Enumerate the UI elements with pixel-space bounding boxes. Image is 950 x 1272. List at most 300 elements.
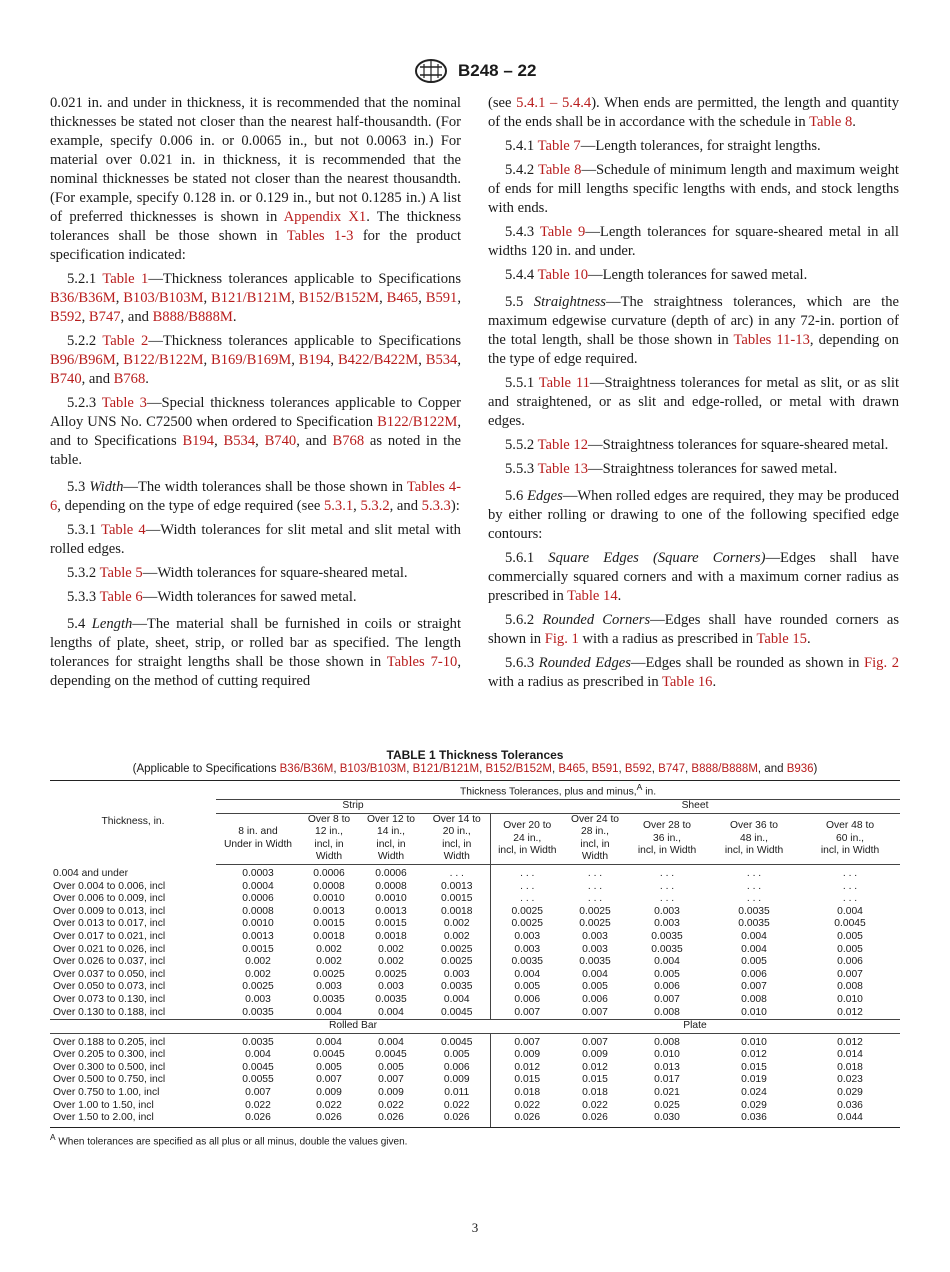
table-cell: 0.002 — [316, 956, 342, 968]
heading-rounded-edges: Rounded Edges — [538, 655, 631, 671]
table-cell: 0.0035 — [375, 993, 407, 1005]
table-cell: 0.004 — [654, 956, 680, 968]
standard-designation: B248 – 22 — [458, 61, 537, 80]
table-cell: 0.0035 — [242, 1036, 274, 1048]
table-cell: 0.019 — [741, 1074, 767, 1086]
row-label: Over 0.050 to 0.073, incl — [53, 981, 166, 993]
link-table-4[interactable]: Table 4 — [101, 522, 146, 538]
table-cell: 0.022 — [582, 1099, 608, 1111]
table-cell: 0.0035 — [313, 993, 345, 1005]
heading-length: Length — [91, 616, 133, 632]
table-cell: 0.007 — [654, 993, 680, 1005]
table-cell: 0.0010 — [375, 893, 407, 905]
table-cell: 0.0018 — [313, 930, 345, 942]
row-label: Over 0.006 to 0.009, incl — [53, 893, 166, 905]
table-cell: 0.003 — [378, 981, 404, 993]
table-cell: 0.012 — [741, 1049, 767, 1061]
table-cell: 0.002 — [316, 943, 342, 955]
table-cell: 0.012 — [490, 1062, 564, 1075]
table-cell: 0.0035 — [579, 956, 611, 968]
table-cell: 0.0008 — [313, 880, 345, 892]
table-cell: 0.0013 — [441, 880, 473, 892]
paragraph-5-5-2: 5.5.2 Table 12—Straightness tolerances for square-sheared metal. — [505, 437, 889, 453]
row-label: Over 0.300 to 0.500, incl — [53, 1061, 166, 1073]
table-cell: 0.022 — [378, 1099, 404, 1111]
table-cell: 0.036 — [837, 1099, 863, 1111]
link-b592-t[interactable]: B592 — [624, 763, 652, 775]
link-table-15[interactable]: Table 15 — [756, 631, 807, 647]
table-cell: . . . — [659, 867, 675, 879]
paragraph-thickness-cont: 0.021 in. and under in thickness, it is recommended that the nominal thicknesses be stated not closer than the nearest half-thousandth. (For example, specify 0.006 in. or 0.0065 in., but not 0.0063 in.) For material over 0.021 in. in thickness, it is recommended that the nominal thicknesses be stated not closer than the nearest thousandth. (For example, specify 0.128 in. or 0.129 in., but not 0.1285 in.) A list of preferred thicknesses is shown in Appendix X1. The thickness tolerances shall be those shown in Tables 1-3 for the product specification indicated: — [50, 95, 462, 263]
table-cell: 0.021 — [654, 1087, 680, 1099]
paragraph-5-2-1: 5.2.1 Table 1—Thickness tolerances applicable to Specifications B36/B36M, B103/B103M, B121/B121M, B152/B152M, B465, B591, B592, B747, and B888/B888M. — [50, 271, 462, 325]
link-b768[interactable]: B768 — [113, 371, 146, 387]
link-b591[interactable]: B591 — [425, 290, 458, 306]
row-label: Over 0.750 to 1.00, incl — [53, 1087, 160, 1099]
table-row — [50, 969, 900, 982]
link-b96[interactable]: B96/B96M — [50, 352, 116, 368]
row-label: Over 1.00 to 1.50, incl — [53, 1099, 154, 1111]
table-cell: 0.024 — [741, 1087, 767, 1099]
table-cell: 0.004 — [582, 968, 608, 980]
link-5-3-1[interactable]: 5.3.1 — [323, 498, 354, 514]
table-cell: . . . — [659, 880, 675, 892]
paragraph-5-3: 5.3 Width—The width tolerances shall be those shown in Tables 4-6, depending on the type of edge required (see 5.3.1, 5.3.2, and 5.3.3): — [50, 479, 462, 514]
table-cell: 0.004 — [316, 1036, 342, 1048]
table-cell: 0.0015 — [313, 918, 345, 930]
row-label: Over 0.021 to 0.026, incl — [53, 943, 166, 955]
table-cell: 0.007 — [490, 1007, 564, 1020]
link-table-1[interactable]: Table 1 — [102, 271, 149, 287]
table-cell: 0.004 — [741, 943, 767, 955]
table-cell: 0.005 — [837, 943, 863, 955]
table-cell: 0.012 — [582, 1061, 608, 1073]
row-label: Over 0.017 to 0.021, incl — [53, 930, 166, 942]
table-row — [50, 1007, 900, 1020]
group-header-sheet: Sheet — [490, 800, 900, 814]
table-cell: 0.0025 — [313, 968, 345, 980]
page-number: 3 — [471, 1220, 479, 1235]
table-cell: 0.0015 — [375, 918, 407, 930]
table-cell: 0.003 — [582, 943, 608, 955]
table-footnote: $^A$ When tolerances are specified as all plus or all minus, double the values given. — [50, 1131, 408, 1148]
table-cell: 0.003 — [490, 944, 564, 957]
column-header-6: Over 24 to 28 in., incl, in Width — [564, 813, 626, 864]
table-cell: 0.007 — [582, 1036, 608, 1048]
link-appendix-x1[interactable]: Appendix X1 — [283, 209, 367, 225]
paragraph-5-3-1: 5.3.1 Table 4—Width tolerances for slit metal and slit metal with rolled edges. — [50, 522, 461, 557]
table-cell: 0.011 — [444, 1087, 470, 1099]
link-b740[interactable]: B740 — [50, 371, 82, 387]
link-b169[interactable]: B169/B169M — [211, 352, 292, 368]
table-cell: 0.025 — [654, 1099, 680, 1111]
table-cell: 0.005 — [837, 930, 863, 942]
table-cell: 0.009 — [443, 1074, 470, 1086]
table-cell: 0.003 — [490, 931, 564, 944]
table-cell: 0.014 — [837, 1049, 863, 1061]
table-cell: 0.006 — [443, 1061, 470, 1073]
heading-straightness: Straightness — [533, 294, 606, 310]
table-cell: 0.0006 — [313, 867, 345, 879]
link-table-10[interactable]: Table 10 — [537, 267, 589, 283]
table-row — [50, 944, 900, 957]
table-cell: . . . — [587, 867, 603, 879]
table-cell: 0.0018 — [375, 930, 407, 942]
paragraph-5-6: 5.6 Edges—When rolled edges are required, they may be produced by either rolling or drawing to one of the following specified edge contours: — [488, 488, 900, 542]
table-cell: 0.002 — [443, 930, 470, 942]
table-cell: 0.0015 — [441, 893, 473, 905]
paragraph-5-6-3: 5.6.3 Rounded Edges—Edges shall be rounded as shown in Fig. 2 with a radius as prescribed in Table 16. — [488, 655, 899, 690]
table-cell: . . . — [490, 893, 564, 906]
paragraph-5-4-3: 5.4.3 Table 9—Length tolerances for square-sheared metal in all widths 120 in. and under. — [488, 224, 899, 259]
link-b465[interactable]: B465 — [386, 290, 419, 306]
table-row — [50, 994, 900, 1007]
paragraph-5-4-cont: (see 5.4.1 – 5.4.4). When ends are permitted, the length and quantity of the ends shall be in accordance with the schedule in Table 8. — [488, 95, 899, 130]
table-cell: . . . — [746, 867, 762, 879]
heading-square-edges: Square Edges (Square Corners) — [548, 550, 766, 566]
column-header-tolerances: Thickness Tolerances, plus and minus,$^A$ in. — [216, 781, 900, 800]
link-fig-2[interactable]: Fig. 2 — [864, 655, 899, 671]
link-table-7[interactable]: Table 7 — [537, 138, 581, 154]
table-cell: 0.007 — [245, 1087, 271, 1099]
paragraph-5-3-2: 5.3.2 Table 5—Width tolerances for square-sheared metal. — [67, 565, 408, 581]
link-b888-t[interactable]: B888/B888M — [691, 763, 758, 775]
table-cell: 0.0013 — [242, 930, 274, 942]
link-5-4-1-to-5-4-4[interactable]: 5.4.1 – 5.4.4 — [516, 95, 592, 111]
table-cell: 0.004 — [490, 969, 564, 982]
link-b936-t[interactable]: B936 — [786, 763, 814, 775]
table-cell: 0.0015 — [242, 943, 274, 955]
paragraph-5-5-1: 5.5.1 Table 11—Straightness tolerances for metal as slit, or as slit and straightened, or as slit and edge-rolled, or metal with drawn edges. — [488, 375, 900, 429]
table-cell: 0.005 — [582, 981, 608, 993]
link-tables-11-13[interactable]: Tables 11-13 — [733, 332, 810, 348]
table-cell: 0.005 — [378, 1061, 404, 1073]
table-cell: 0.007 — [490, 1033, 564, 1049]
row-label: Over 0.130 to 0.188, incl — [53, 1006, 166, 1018]
table-cell: 0.007 — [582, 1006, 608, 1018]
link-table-9[interactable]: Table 9 — [539, 224, 586, 240]
table-cell: . . . — [746, 880, 762, 892]
table-cell: 0.0025 — [441, 943, 473, 955]
table-cell: 0.006 — [741, 968, 767, 980]
link-b122-b[interactable]: B122/B122M — [377, 414, 458, 430]
table-cell: 0.009 — [582, 1049, 608, 1061]
link-b591-t[interactable]: B591 — [591, 763, 619, 775]
table-cell: 0.0010 — [313, 893, 345, 905]
link-b465-t[interactable]: B465 — [558, 763, 586, 775]
link-table-14[interactable]: Table 14 — [567, 588, 618, 604]
table-row — [50, 1112, 900, 1127]
table-cell: 0.005 — [741, 956, 767, 968]
table-cell: 0.007 — [316, 1074, 342, 1086]
link-b747-t[interactable]: B747 — [658, 763, 686, 775]
table-cell: 0.0055 — [242, 1074, 274, 1086]
table-cell: 0.026 — [216, 1112, 300, 1127]
paragraph-5-4-1: 5.4.1 Table 7—Length tolerances, for straight lengths. — [505, 138, 821, 154]
table-cell: . . . — [659, 893, 675, 905]
table-row — [50, 881, 900, 894]
link-b36-t[interactable]: B36/B36M — [279, 763, 334, 775]
table-cell: 0.0018 — [441, 905, 473, 917]
table-cell: . . . — [587, 893, 603, 905]
link-b888[interactable]: B888/B888M — [152, 309, 233, 325]
table-cell: 0.029 — [837, 1087, 863, 1099]
link-b103[interactable]: B103/B103M — [123, 290, 204, 306]
table-cell: 0.015 — [741, 1061, 767, 1073]
column-header-4: Over 14 to 20 in., incl, in Width — [424, 813, 490, 864]
table-cell: 0.0004 — [242, 880, 274, 892]
table-cell: 0.0035 — [651, 930, 683, 942]
link-b103-t[interactable]: B103/B103M — [339, 763, 407, 775]
table-cell: 0.006 — [837, 956, 863, 968]
column-header-2: Over 8 to 12 in., incl, in Width — [300, 813, 358, 864]
table-cell: 0.0006 — [242, 893, 274, 905]
paragraph-5-3-3: 5.3.3 Table 6—Width tolerances for sawed metal. — [67, 589, 357, 605]
table-cell: 0.0025 — [490, 918, 564, 931]
table-1-container — [50, 748, 900, 1147]
link-b152-t[interactable]: B152/B152M — [485, 763, 553, 775]
table-cell: 0.022 — [245, 1099, 271, 1111]
column-header-3: Over 12 to 14 in., incl, in Width — [358, 813, 424, 864]
table-cell: 0.022 — [316, 1099, 342, 1111]
heading-edges: Edges — [527, 488, 563, 504]
astm-logo-icon — [414, 58, 448, 84]
link-b194[interactable]: B194 — [298, 352, 331, 368]
table-row — [50, 981, 900, 994]
table-cell: . . . — [587, 880, 603, 892]
row-label: Over 1.50 to 2.00, incl — [50, 1112, 216, 1127]
table-cell: 0.013 — [654, 1061, 680, 1073]
row-label: Over 0.073 to 0.130, incl — [53, 993, 166, 1005]
column-header-thickness: Thickness, in. — [50, 781, 216, 865]
link-table-12[interactable]: Table 12 — [537, 437, 589, 453]
table-row — [50, 893, 900, 906]
row-label: Over 0.026 to 0.037, incl — [53, 956, 166, 968]
table-row — [50, 864, 900, 880]
table-cell: 0.0045 — [834, 918, 866, 930]
table-cell: 0.0045 — [313, 1049, 345, 1061]
table-cell: 0.0045 — [441, 1006, 473, 1018]
link-table-16[interactable]: Table 16 — [662, 674, 713, 690]
paragraph-5-4: 5.4 Length—The material shall be furnished in coils or straight lengths of plate, sheet, strip, or rolled bar as specified. The length tolerances for straight lengths shall be those shown in Tables 7-10, depending on the method of cutting required — [50, 616, 462, 689]
table-cell: 0.026 — [564, 1112, 626, 1127]
table-cell: 0.004 — [378, 1036, 404, 1048]
right-text-column — [488, 94, 899, 697]
table-cell: 0.026 — [490, 1112, 564, 1127]
link-table-3[interactable]: Table 3 — [101, 395, 147, 411]
table-cell: 0.006 — [490, 994, 564, 1007]
table-row — [50, 1087, 900, 1100]
table-cell: 0.026 — [300, 1112, 358, 1127]
table-cell: 0.005 — [654, 968, 680, 980]
link-b534-b[interactable]: B534 — [223, 433, 256, 449]
table-cell: 0.009 — [490, 1049, 564, 1062]
link-table-6[interactable]: Table 6 — [99, 589, 143, 605]
link-b768-b[interactable]: B768 — [332, 433, 365, 449]
link-tables-7-10[interactable]: Tables 7-10 — [386, 654, 458, 670]
table-cell: 0.044 — [800, 1112, 900, 1127]
table-cell: 0.0035 — [242, 1006, 274, 1018]
table-cell: 0.0035 — [490, 956, 564, 969]
link-b592[interactable]: B592 — [50, 309, 82, 325]
link-b36[interactable]: B36/B36M — [50, 290, 116, 306]
table-subcaption: (Applicable to Specifications B36/B36M, B103/B103M, B121/B121M, B152/B152M, B465, B591, B592, B747, B888/B888M, and B936) — [132, 763, 818, 775]
heading-width: Width — [89, 479, 124, 495]
paragraph-5-2-3: 5.2.3 Table 3—Special thickness tolerances applicable to Copper Alloy UNS No. C72500 when ordered to Specification B122/B122M, and to Specifications B194, B534, B740, and B768 as noted in the table. — [50, 395, 462, 468]
link-b121-t[interactable]: B121/B121M — [412, 763, 480, 775]
link-b152[interactable]: B152/B152M — [298, 290, 380, 306]
link-table-13[interactable]: Table 13 — [537, 461, 589, 477]
link-table-8[interactable]: Table 8 — [809, 114, 853, 130]
group-header-rolled-bar: Rolled Bar — [216, 1020, 490, 1034]
table-cell: 0.004 — [316, 1006, 342, 1018]
link-5-3-3[interactable]: 5.3.3 — [421, 498, 451, 514]
table-cell: 0.003 — [443, 968, 470, 980]
link-table-5[interactable]: Table 5 — [99, 565, 143, 581]
table-cell: . . . — [842, 867, 858, 879]
column-header-5: Over 20 to 24 in., incl, in Width — [490, 813, 564, 864]
link-tables-1-3[interactable]: Tables 1-3 — [286, 228, 354, 244]
table-cell: 0.008 — [654, 1036, 680, 1048]
paragraph-5-4-4: 5.4.4 Table 10—Length tolerances for sawed metal. — [505, 267, 808, 283]
table-cell: 0.018 — [490, 1087, 564, 1100]
group-header-strip: Strip — [216, 800, 490, 814]
table-cell: . . . — [746, 893, 762, 905]
table-cell: 0.005 — [443, 1049, 470, 1061]
table-cell: 0.008 — [741, 993, 767, 1005]
column-header-9: Over 48 to 60 in., incl, in Width — [800, 813, 900, 864]
table-cell: 0.018 — [837, 1061, 863, 1073]
table-cell: 0.0025 — [375, 968, 407, 980]
table-cell: 0.029 — [741, 1099, 767, 1111]
table-cell: 0.0003 — [242, 867, 274, 879]
table-cell: 0.015 — [582, 1074, 608, 1086]
paragraph-5-6-1: 5.6.1 Square Edges (Square Corners)—Edges shall have commercially squared corners and with a maximum corner radius as prescribed in Table 14. — [488, 550, 900, 604]
table-cell: 0.017 — [654, 1074, 680, 1086]
page-header — [0, 58, 950, 84]
table-cell: 0.009 — [316, 1087, 342, 1099]
table-row — [50, 918, 900, 931]
table-cell: 0.002 — [245, 956, 271, 968]
table-cell: 0.006 — [654, 981, 680, 993]
table-cell: 0.0013 — [375, 905, 407, 917]
table-cell: 0.007 — [741, 981, 767, 993]
thickness-tolerance-table — [50, 780, 900, 1128]
column-header-1: 8 in. and Under in Width — [216, 813, 300, 864]
table-cell: 0.0025 — [242, 981, 274, 993]
table-cell: 0.012 — [837, 1036, 863, 1048]
table-cell: 0.010 — [654, 1049, 680, 1061]
table-cell: 0.009 — [378, 1087, 404, 1099]
left-text-column — [50, 94, 461, 696]
table-cell: 0.0025 — [579, 918, 611, 930]
link-table-8-b[interactable]: Table 8 — [537, 162, 582, 178]
table-cell: 0.003 — [654, 905, 680, 917]
group-header-plate: Plate — [490, 1020, 900, 1034]
row-label: Over 0.013 to 0.017, incl — [53, 918, 166, 930]
link-b534[interactable]: B534 — [425, 352, 458, 368]
table-cell: 0.0035 — [441, 981, 473, 993]
table-row — [50, 906, 900, 919]
table-cell: 0.0006 — [375, 867, 407, 879]
paragraph-5-2-2: 5.2.2 Table 2—Thickness tolerances applicable to Specifications B96/B96M, B122/B122M, B169/B169M, B194, B422/B422M, B534, B740, and B768. — [50, 333, 462, 387]
table-cell: 0.004 — [378, 1006, 404, 1018]
table-cell: 0.003 — [654, 918, 680, 930]
table-cell: 0.0008 — [375, 880, 407, 892]
table-row — [50, 1049, 900, 1062]
table-cell: 0.023 — [837, 1074, 863, 1086]
table-cell: . . . — [490, 864, 564, 880]
link-b740-b[interactable]: B740 — [264, 433, 297, 449]
table-cell: 0.002 — [378, 943, 404, 955]
table-cell: 0.002 — [443, 918, 470, 930]
table-cell: 0.008 — [837, 981, 863, 993]
link-b122[interactable]: B122/B122M — [123, 352, 204, 368]
table-cell: 0.0035 — [738, 918, 770, 930]
table-cell: . . . — [842, 893, 858, 905]
paragraph-5-4-2: 5.4.2 Table 8—Schedule of minimum length and maximum weight of ends for mill lengths specific lengths with ends, and stock lengths with ends. — [488, 162, 899, 216]
link-tables-4-6[interactable]: Tables 4-6 — [50, 479, 462, 514]
paragraph-5-5-3: 5.5.3 Table 13—Straightness tolerances for sawed metal. — [505, 461, 838, 477]
table-cell: 0.022 — [490, 1100, 564, 1113]
table-cell: 0.015 — [490, 1074, 564, 1087]
column-header-8: Over 36 to 48 in., incl, in Width — [708, 813, 800, 864]
table-cell: 0.007 — [837, 968, 863, 980]
paragraph-5-6-2: 5.6.2 Rounded Corners—Edges shall have rounded corners as shown in Fig. 1 with a radius as prescribed in Table 15. — [488, 612, 900, 647]
link-table-11[interactable]: Table 11 — [538, 375, 590, 391]
table-cell: 0.0010 — [242, 918, 274, 930]
table-cell: 0.026 — [358, 1112, 424, 1127]
link-b121[interactable]: B121/B121M — [211, 290, 292, 306]
link-b194-b[interactable]: B194 — [182, 433, 215, 449]
table-row — [50, 931, 900, 944]
row-label: Over 0.205 to 0.300, incl — [53, 1049, 166, 1061]
table-cell: 0.004 — [837, 905, 863, 917]
table-caption: TABLE 1 Thickness Tolerances — [386, 748, 564, 762]
table-cell: . . . — [490, 881, 564, 894]
table-cell: 0.004 — [443, 993, 470, 1005]
table-cell: 0.0045 — [441, 1036, 473, 1048]
table-row — [50, 1062, 900, 1075]
link-b422[interactable]: B422/B422M — [337, 352, 419, 368]
table-cell: 0.0008 — [242, 905, 274, 917]
table-row — [50, 1074, 900, 1087]
link-b747[interactable]: B747 — [88, 309, 121, 325]
heading-rounded-corners: Rounded Corners — [542, 612, 651, 628]
table-cell: 0.006 — [582, 993, 608, 1005]
table-cell: 0.030 — [626, 1112, 708, 1127]
table-cell: 0.007 — [378, 1074, 404, 1086]
table-cell: 0.005 — [490, 981, 564, 994]
column-header-7: Over 28 to 36 in., incl, in Width — [626, 813, 708, 864]
table-cell: 0.0025 — [579, 905, 611, 917]
table-cell: 0.012 — [837, 1006, 863, 1018]
table-cell: 0.0025 — [490, 906, 564, 919]
table-cell: 0.005 — [316, 1061, 342, 1073]
table-cell: 0.036 — [708, 1112, 800, 1127]
link-table-2[interactable]: Table 2 — [102, 333, 149, 349]
table-cell: 0.026 — [424, 1112, 490, 1127]
table-cell: 0.010 — [741, 1006, 767, 1018]
row-label: 0.004 and under — [53, 867, 129, 879]
table-cell: 0.004 — [245, 1049, 271, 1061]
link-5-3-2[interactable]: 5.3.2 — [360, 498, 390, 514]
table-row — [50, 1100, 900, 1113]
link-fig-1[interactable]: Fig. 1 — [544, 631, 579, 647]
row-label: Over 0.037 to 0.050, incl — [53, 968, 166, 980]
table-cell: . . . — [449, 867, 464, 879]
table-cell: 0.008 — [654, 1006, 680, 1018]
